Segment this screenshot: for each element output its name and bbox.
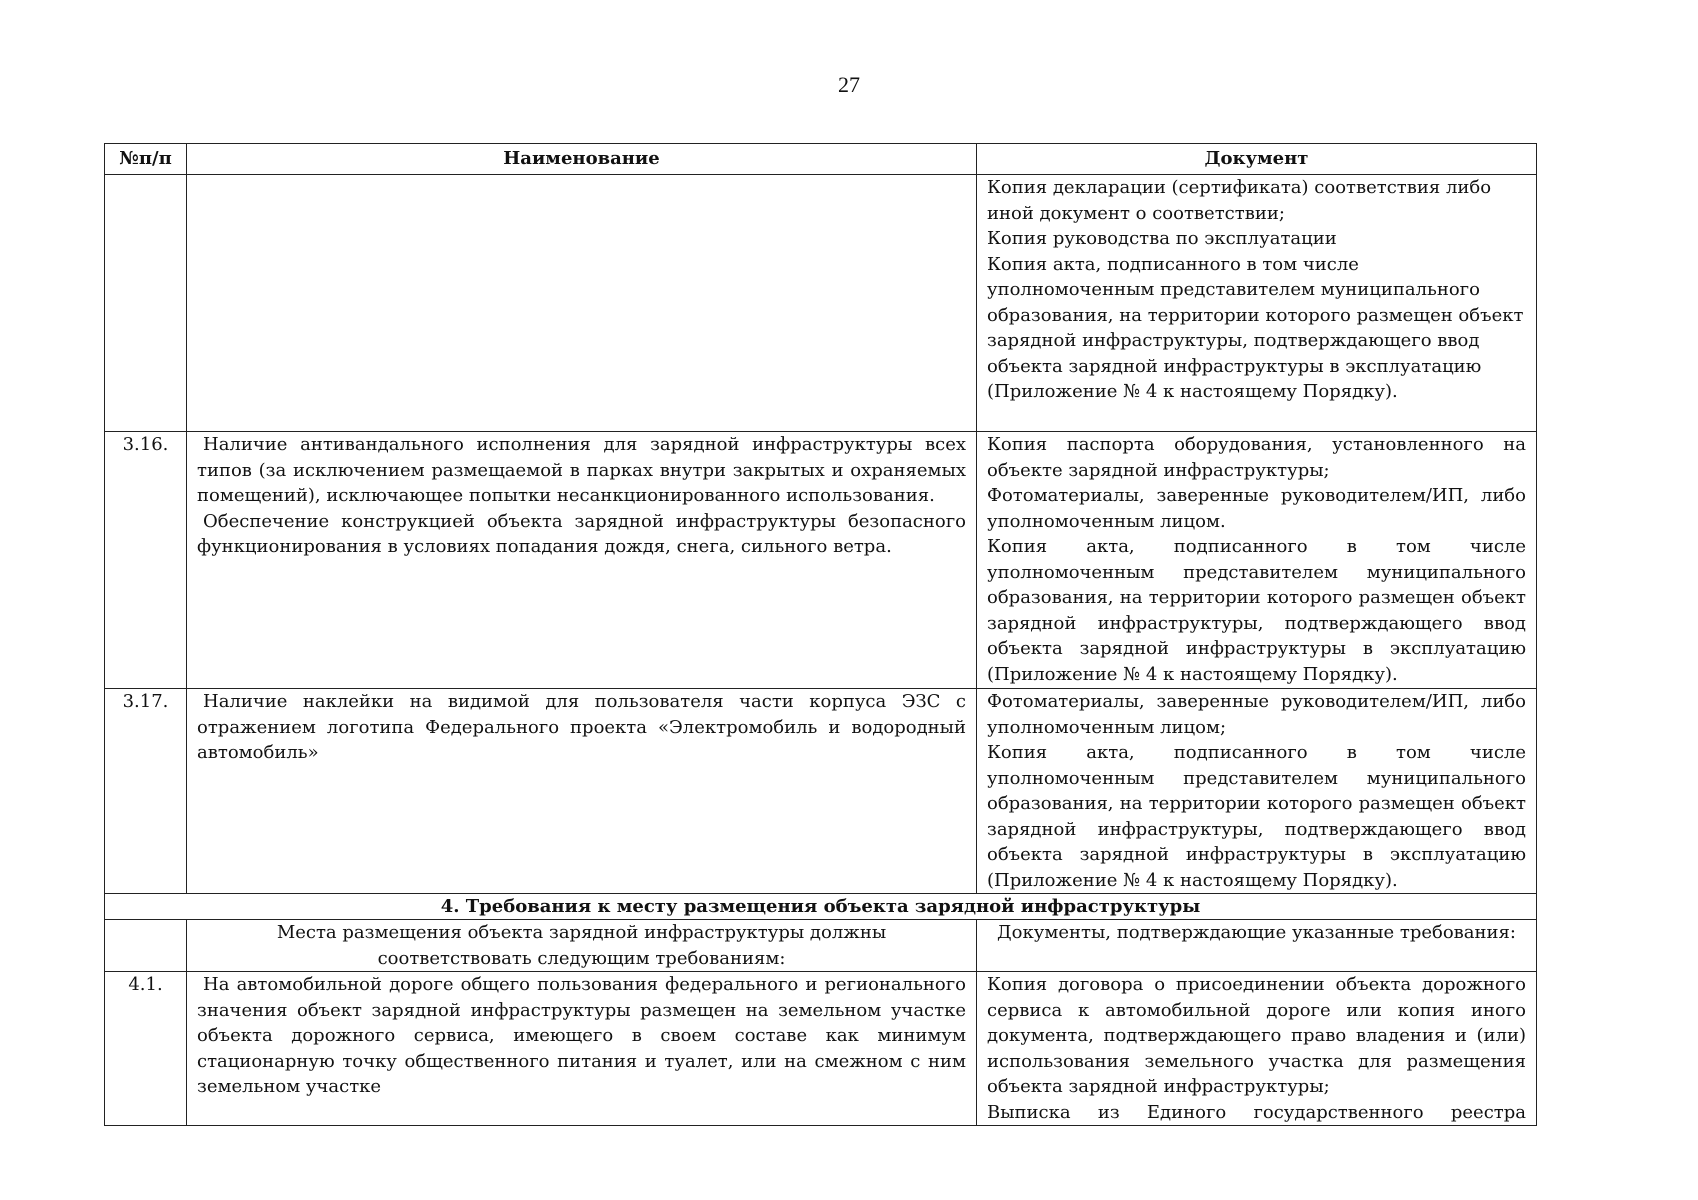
- document-paragraph: Копия паспорта оборудования, установленного на объекте зарядной инфраструктуры;: [987, 434, 1526, 481]
- document-paragraph: Копия декларации (сертификата) соответствия либо иной документ о соответствии;: [987, 177, 1492, 224]
- cell-name: [187, 175, 977, 432]
- name-paragraph: Обеспечение конструкцией объекта зарядной инфраструктуры безопасного функционирования в условиях попадания дождя, снега, сильного ветра.: [197, 510, 966, 557]
- document-paragraph: Фотоматериалы, заверенные руководителем/ИП, либо уполномоченным лицом.: [987, 485, 1526, 532]
- table-row-3-17: [105, 689, 1537, 894]
- document-paragraph: Копия акта, подписанного в том числе уполномоченным представителем муниципального образования, на территории которого размещен объект зарядной инфраструктуры, подтверждающего ввод объекта зарядной инфраструктуры в эксплуатацию (Приложение № 4 к настоящему Порядку).: [987, 742, 1526, 891]
- document-paragraph: Выписка из Единого государственного реестра: [987, 1101, 1526, 1123]
- table-header-row: [105, 144, 1537, 175]
- cell-name: [187, 972, 977, 1126]
- section-title: 4. Требования к месту размещения объекта зарядной инфраструктуры: [105, 894, 1537, 920]
- document-paragraph: Копия акта, подписанного в том числе уполномоченным представителем муниципального образования, на территории которого размещен объект зарядной инфраструктуры, подтверждающего ввод объекта зарядной инфраструктуры в эксплуатацию (Приложение № 4 к настоящему Порядку).: [987, 536, 1526, 685]
- name-paragraph: На автомобильной дороге общего пользования федерального и регионального значения объект зарядной инфраструктуры размещен на земельном участке объекта дорожного сервиса, имеющего в своем составе как минимум стационарную точку общественного питания и туалет, или на смежном с ним земельном участке: [197, 974, 966, 1097]
- name-paragraph: Наличие наклейки на видимой для пользователя части корпуса ЭЗС с отражением логотипа Федерального проекта «Электромобиль и водородный автомобиль»: [197, 691, 966, 763]
- cell-document: [977, 175, 1537, 432]
- cell-num: [105, 920, 187, 972]
- header-name: Наименование: [187, 144, 977, 175]
- section-intro-row: [105, 920, 1537, 972]
- requirements-table: [104, 143, 1537, 1126]
- document-paragraph: Фотоматериалы, заверенные руководителем/ИП, либо уполномоченным лицом;: [987, 691, 1526, 738]
- cell-document: [977, 689, 1537, 894]
- row-number: 3.16.: [105, 432, 187, 689]
- section-intro-name: Места размещения объекта зарядной инфраструктуры должны соответствовать следующим требованиям:: [187, 920, 977, 972]
- table-row-continuation: [105, 175, 1537, 432]
- document-paragraph: Копия акта, подписанного в том числе уполномоченным представителем муниципального образования, на территории которого размещен объект зарядной инфраструктуры, подтверждающего ввод объекта зарядной инфраструктуры в эксплуатацию (Приложение № 4 к настоящему Порядку).: [987, 253, 1524, 402]
- row-number: 3.17.: [105, 689, 187, 894]
- cell-num: [105, 175, 187, 432]
- cell-document: [977, 972, 1537, 1126]
- page-number: 27: [838, 72, 860, 97]
- cell-name: [187, 689, 977, 894]
- table-row-4-1: [105, 972, 1537, 1126]
- document-paragraph: Копия договора о присоединении объекта дорожного сервиса к автомобильной дороге или копия иного документа, подтверждающего право владения и (или) использования земельного участка для размещения объекта зарядной инфраструктуры;: [987, 974, 1526, 1097]
- cell-name: [187, 432, 977, 689]
- header-document: Документ: [977, 144, 1537, 175]
- name-paragraph: Наличие антивандального исполнения для зарядной инфраструктуры всех типов (за исключением размещаемой в парках внутри закрытых и охраняемых помещений), исключающее попытки несанкционированного использования.: [197, 434, 966, 506]
- cell-document: [977, 432, 1537, 689]
- section-intro-document: Документы, подтверждающие указанные требования:: [977, 920, 1537, 972]
- header-num: №п/п: [105, 144, 187, 175]
- row-number: 4.1.: [105, 972, 187, 1126]
- section-title-row: [105, 894, 1537, 920]
- table-row-3-16: [105, 432, 1537, 689]
- document-paragraph: Копия руководства по эксплуатации: [987, 228, 1337, 249]
